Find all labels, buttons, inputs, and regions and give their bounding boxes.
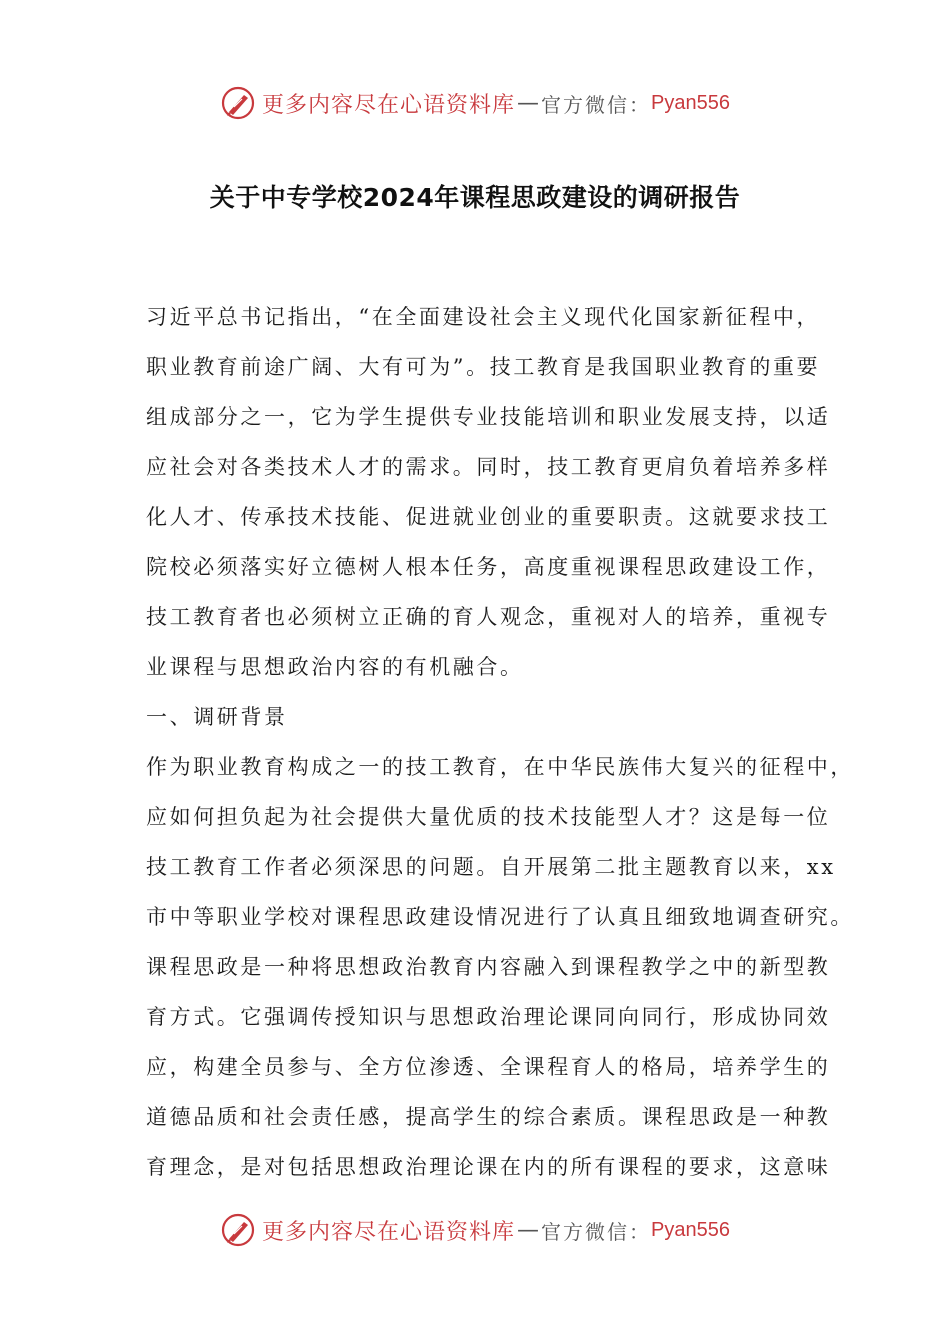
body-line: 应社会对各类技术人才的需求。同时，技工教育更肩负着培养多样 xyxy=(146,455,831,479)
wechat-id: Pyan556 xyxy=(651,91,730,114)
header-watermark-banner xyxy=(0,78,950,128)
banner-text: 更多内容尽在心语资料库 xyxy=(262,92,516,118)
document-title: 关于中专学校2024年课程思政建设的调研报告 xyxy=(209,183,741,212)
wechat-label: 官方微信： xyxy=(541,1219,652,1244)
body-line: 化人才、传承技术技能、促进就业创业的重要职责。这就要求技工 xyxy=(146,505,831,529)
body-line: 应如何担负起为社会提供大量优质的技术技能型人才？这是每一位 xyxy=(146,805,831,829)
body-line: 课程思政是一种将思想政治教育内容融入到课程教学之中的新型教 xyxy=(146,955,831,979)
banner-separator: — xyxy=(517,1217,540,1243)
body-line: 技工教育者也必须树立正确的育人观念，重视对人的培养，重视专 xyxy=(146,605,831,629)
body-line: 市中等职业学校对课程思政建设情况进行了认真且细致地调查研究。 xyxy=(146,905,854,929)
body-line: 院校必须落实好立德树人根本任务，高度重视课程思政建设工作， xyxy=(146,555,831,579)
body-line: 组成部分之一，它为学生提供专业技能培训和职业发展支持，以适 xyxy=(146,405,831,429)
body-line: 育方式。它强调传授知识与思想政治理论课同向同行，形成协同效 xyxy=(146,1005,831,1029)
wechat-label: 官方微信： xyxy=(541,92,652,117)
footer-watermark-banner xyxy=(0,1205,950,1255)
banner-separator: — xyxy=(517,90,540,116)
body-line: 作为职业教育构成之一的技工教育，在中华民族伟大复兴的征程中， xyxy=(146,755,854,779)
banner-text: 更多内容尽在心语资料库 xyxy=(262,1219,516,1245)
body-line: 习近平总书记指出，“在全面建设社会主义现代化国家新征程中， xyxy=(146,305,821,329)
body-line: 应，构建全员参与、全方位渗透、全课程育人的格局，培养学生的 xyxy=(146,1055,831,1079)
pen-logo-icon xyxy=(220,85,256,121)
section-heading: 一、调研背景 xyxy=(146,705,288,729)
body-line: 职业教育前途广阔、大有可为”。技工教育是我国职业教育的重要 xyxy=(146,355,821,379)
pen-logo-icon xyxy=(220,1212,256,1248)
wechat-id: Pyan556 xyxy=(651,1218,730,1241)
body-line: 业课程与思想政治内容的有机融合。 xyxy=(146,655,524,679)
body-line: 育理念，是对包括思想政治理论课在内的所有课程的要求，这意味 xyxy=(146,1155,831,1179)
body-line: 技工教育工作者必须深思的问题。自开展第二批主题教育以来，xx xyxy=(146,855,836,879)
document-body xyxy=(146,292,854,1192)
body-line: 道德品质和社会责任感，提高学生的综合素质。课程思政是一种教 xyxy=(146,1105,831,1129)
